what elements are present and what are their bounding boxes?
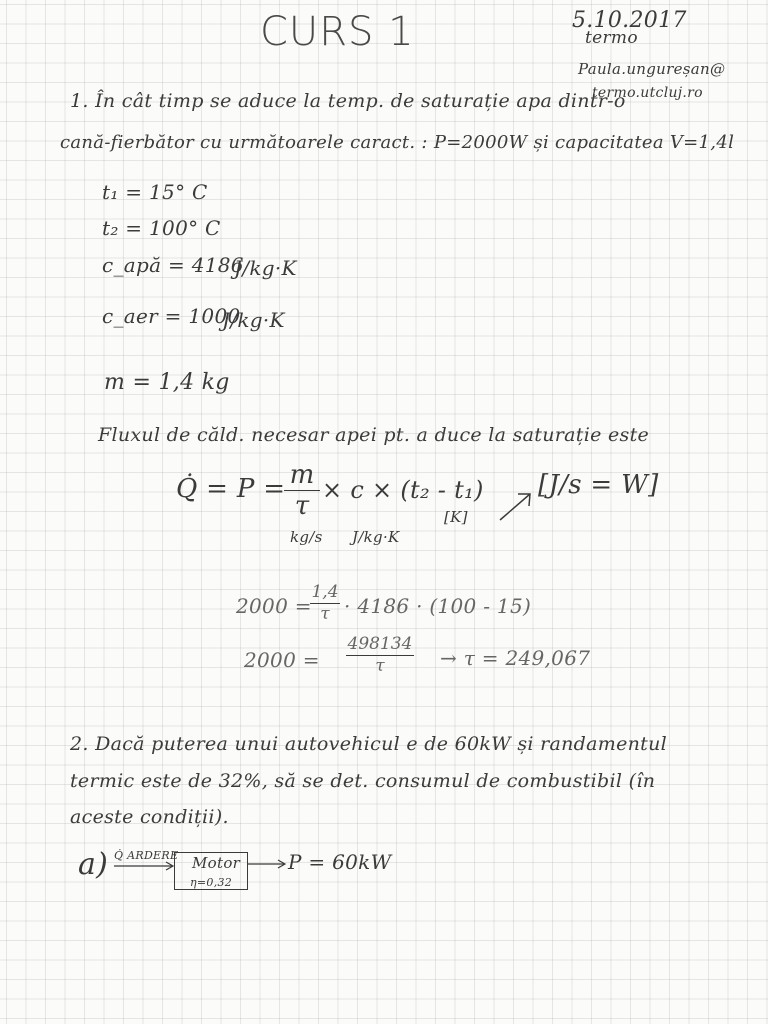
formula-fraction xyxy=(284,462,320,519)
calc-1-rest: · 4186 · (100 - 15) xyxy=(344,594,532,618)
unit-c-air: J/kg·K xyxy=(222,308,285,332)
calc-2-denominator: τ xyxy=(375,656,385,676)
problem-2-line-1: 2. Dacă puterea unui autovehicul e de 60kW și randamentul xyxy=(70,733,667,755)
calc-1-lhs: 2000 = xyxy=(236,594,312,618)
formula-numerator: m xyxy=(289,460,315,490)
formula-unit-specific-heat: J/kg·K xyxy=(352,528,400,546)
flux-statement: Fluxul de căld. necesar apei pt. a duce la saturație este xyxy=(98,424,650,446)
given-c-water: c_apă = 4186 xyxy=(102,253,244,277)
calc-2-lhs: 2000 = xyxy=(244,648,320,672)
part-a-label: a) xyxy=(78,847,109,882)
calc-2-numerator: 498134 xyxy=(347,634,413,654)
calc-2-fraction xyxy=(346,636,414,675)
subject: termo xyxy=(585,28,638,48)
problem-1-line-1: 1. În cât timp se aduce la temp. de saturație apa dintr-o xyxy=(70,90,626,112)
problem-2-line-3: aceste condiții). xyxy=(70,806,229,828)
email-line-2: termo.utcluj.ro xyxy=(592,85,703,101)
calc-2-result: → τ = 249,067 xyxy=(440,646,591,670)
formula-rest: × c × (t₂ - t₁) xyxy=(322,476,484,504)
unit-c-water: J/kg·K xyxy=(234,256,297,280)
formula-result-units: [J/s = W] xyxy=(538,470,659,500)
formula-unit-mass-flow: kg/s xyxy=(290,528,323,546)
engine-label: Motor xyxy=(192,854,241,872)
formula-lhs: Q̇ = P = xyxy=(176,474,286,504)
calc-1-numerator: 1,4 xyxy=(311,582,339,602)
arrow-icon xyxy=(496,488,536,524)
calc-1-fraction xyxy=(310,584,340,623)
given-c-air: c_aer = 1000 xyxy=(102,304,241,328)
calc-1-denominator: τ xyxy=(320,604,330,624)
given-mass: m = 1,4 kg xyxy=(104,370,230,395)
given-t1: t₁ = 15° C xyxy=(102,180,208,204)
date: 5.10.2017 xyxy=(572,8,687,33)
heat-input-label: Q̇ ARDERE xyxy=(114,849,179,862)
page-title: CURS 1 xyxy=(260,9,415,55)
problem-1-line-2: cană-fierbător cu următoarele caract. : P=2000W și capacitatea V=1,4l xyxy=(60,132,735,153)
power-output: P = 60kW xyxy=(288,850,392,874)
formula-denominator: τ xyxy=(294,491,310,521)
formula-unit-temperature: [K] xyxy=(444,508,468,526)
email-line-1: Paula.ungureșan@ xyxy=(578,60,726,78)
engine-efficiency: η=0,32 xyxy=(190,876,233,889)
problem-2-line-2: termic este de 32%, să se det. consumul de combustibil (în xyxy=(70,770,656,792)
given-t2: t₂ = 100° C xyxy=(102,216,221,240)
